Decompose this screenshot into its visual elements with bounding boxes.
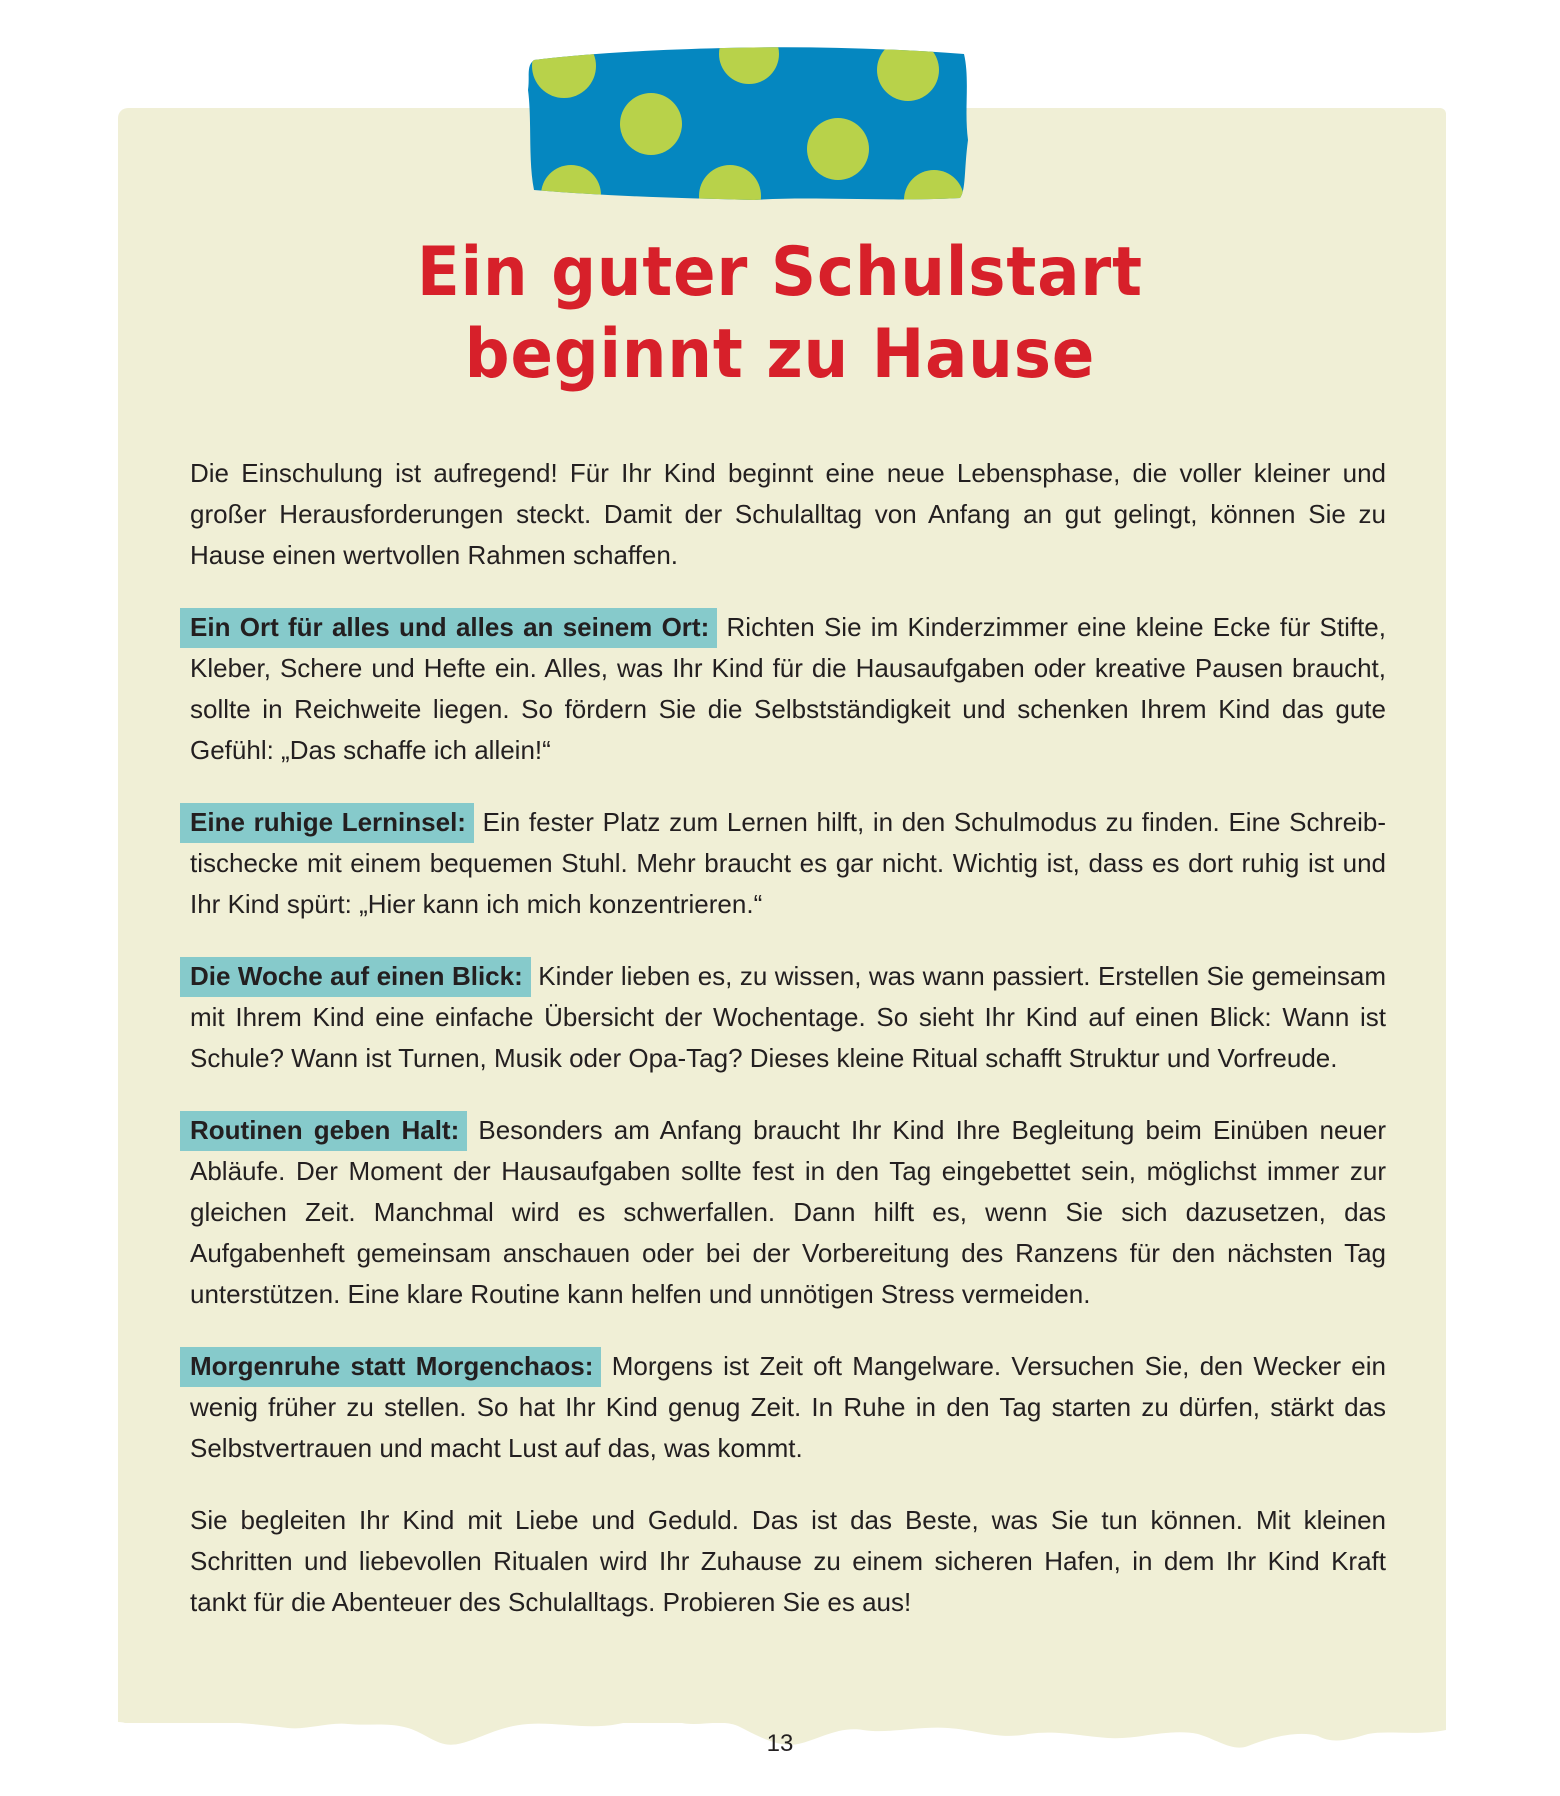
page-number: 13 (766, 1730, 794, 1757)
title-line-1: Ein guter Schulstart (417, 233, 1143, 312)
section-paragraph-1 (190, 607, 1386, 771)
section-text: Besonders am Anfang braucht Ihr Kind Ihre Begleitung beim Einüben neuer Abläufe. Der Moment der Hausaufgaben sollte fest in den Tag eingebettet sein, möglichst immer zur gleichen Zeit. Manchmal wird es schwerfallen. Dann hilft es, wenn Sie sich dazusetzen, das Aufgabenheft gemeinsam anschauen oder bei der Vorbereitung des Ranzens für den nächsten Tag unterstützen. Eine klare Routine kann helfen und unnötigen Stress vermeiden. (190, 1115, 1386, 1309)
article-body (190, 453, 1386, 1654)
section-text: Morgens ist Zeit oft Mangelware. Versuchen Sie, den Wecker ein wenig früher zu stellen. So hat Ihr Kind genug Zeit. In Ruhe in den Tag starten zu dürfen, stärkt das Selbstvertrauen und macht Lust auf das, was kommt. (190, 1351, 1387, 1463)
polka-dot-tape-decoration (524, 40, 968, 202)
title-line-2: beginnt zu Hause (464, 315, 1096, 394)
section-paragraph-5 (190, 1346, 1386, 1469)
section-heading-highlight: Routinen geben Halt: (180, 1111, 467, 1151)
section-text: Kinder lieben es, zu wissen, was wann passiert. Erstellen Sie gemeinsam mit Ihrem Kind eine einfache Übersicht der Wochentage. So sieht Ihr Kind auf einen Blick: Wann ist Schule? Wann ist Turnen, Musik oder Opa-Tag? Dieses kleine Ritual schafft Struktur und Vorfreude. (190, 961, 1386, 1073)
closing-paragraph: Sie begleiten Ihr Kind mit Liebe und Geduld. Das ist das Beste, was Sie tun können. Mit kleinen Schritten und liebevollen Ritualen wird Ihr Zuhause zu einem sicheren Hafen, in dem Ihr Kind Kraft tankt für die Abenteuer des Schulalltags. Probieren Sie es aus! (190, 1505, 1386, 1617)
section-text: Ein fester Platz zum Lernen hilft, in den Schulmodus zu finden. Eine Schreibtischecke mit einem bequemen Stuhl. Mehr braucht es gar nicht. Wichtig ist, dass es dort ruhig ist und Ihr Kind spürt: „Hier kann ich mich konzentrieren.“ (190, 807, 1387, 919)
section-heading-highlight: Morgenruhe statt Morgenchaos: (180, 1347, 601, 1387)
section-heading-highlight: Eine ruhige Lerninsel: (180, 803, 474, 843)
page-title (0, 232, 1560, 396)
section-heading-highlight: Die Woche auf einen Blick: (180, 957, 531, 997)
section-heading-highlight: Ein Ort für alles und alles an seinem Ort: (180, 608, 717, 648)
section-paragraph-3 (190, 956, 1386, 1079)
section-paragraph-4 (190, 1110, 1386, 1315)
intro-paragraph: Die Einschulung ist aufregend! Für Ihr Kind beginnt eine neue Lebensphase, die voller kleiner und großer Herausforderungen steckt. Damit der Schulalltag von Anfang an gut gelingt, können Sie zu Hause einen wertvollen Rahmen schaffen. (190, 458, 1386, 570)
section-paragraph-2 (190, 802, 1386, 925)
section-text: Richten Sie im Kinderzimmer eine kleine Ecke für Stifte, Kleber, Schere und Hefte ein. Alles, was Ihr Kind für die Hausaufgaben oder kreative Pausen braucht, sollte in Reichweite liegen. So fördern Sie die Selbstständigkeit und schenken Ihrem Kind das gute Gefühl: „Das schaffe ich allein!“ (190, 612, 1386, 765)
